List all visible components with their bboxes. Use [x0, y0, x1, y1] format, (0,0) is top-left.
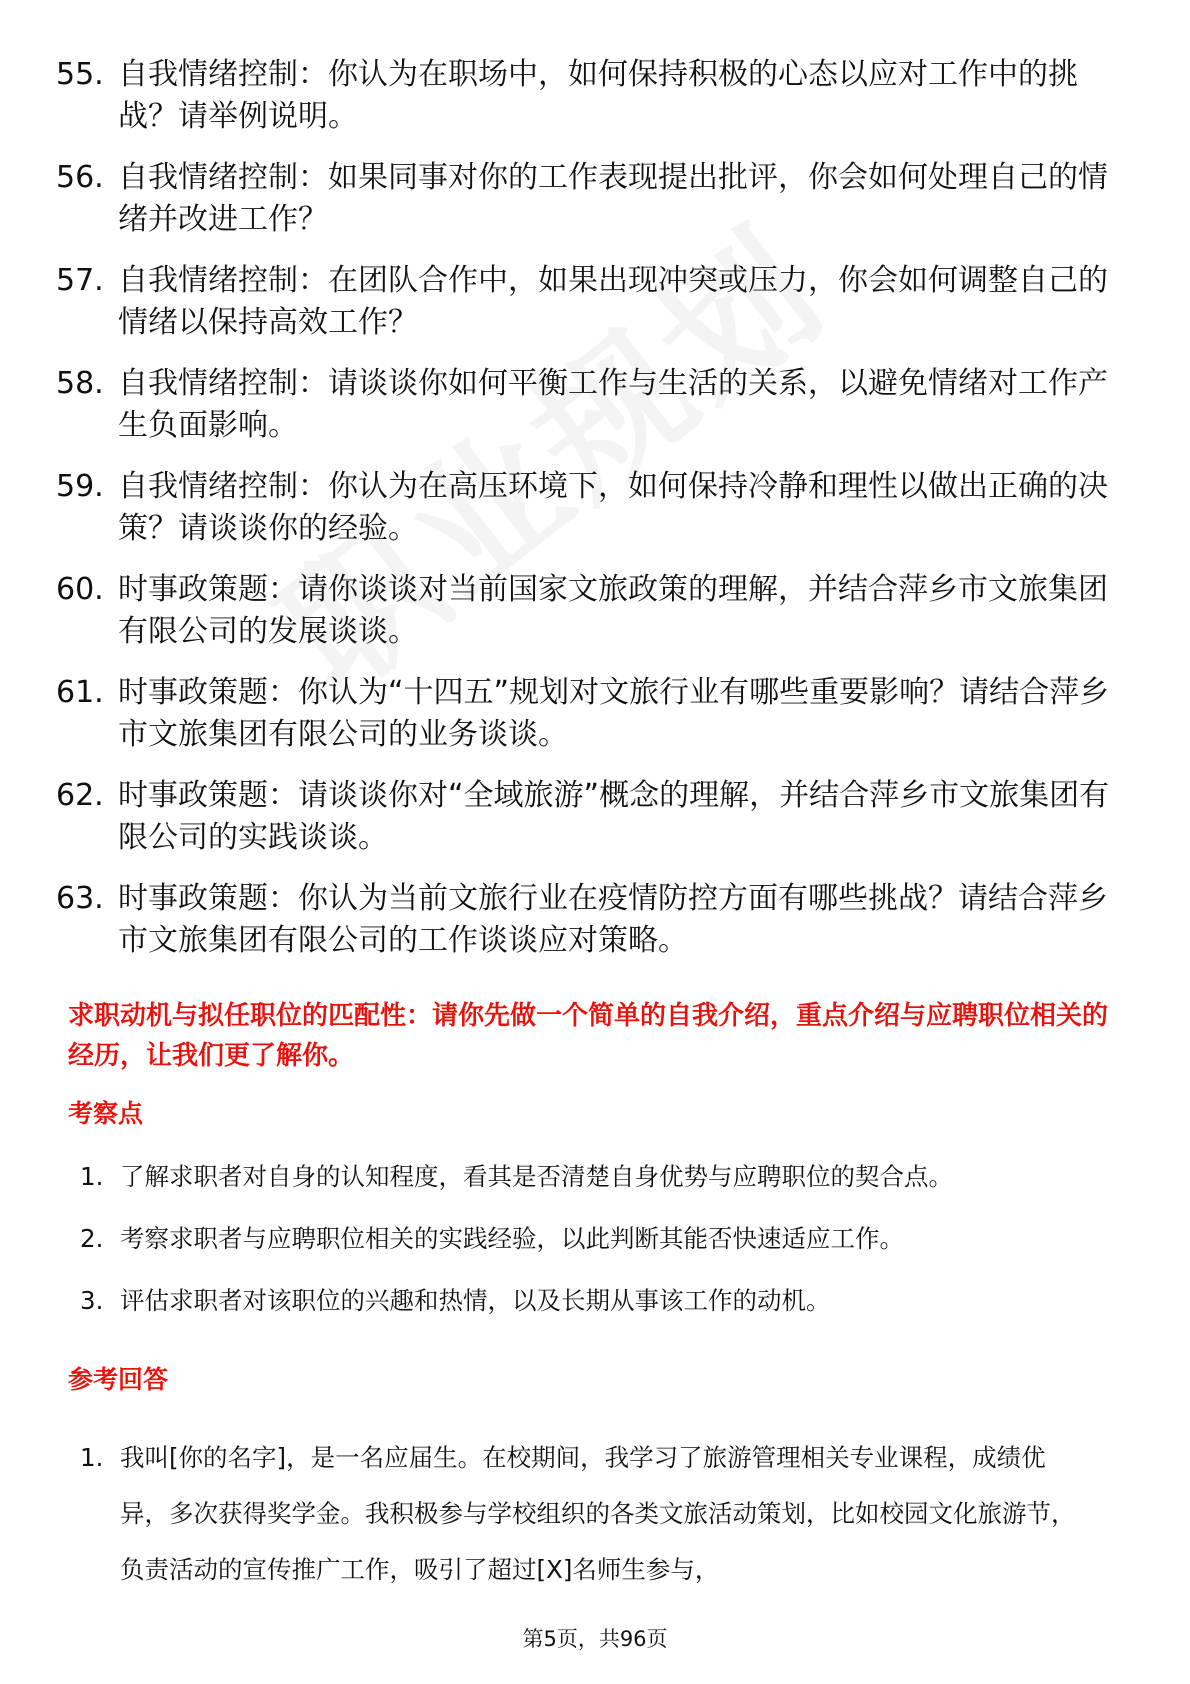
question-item — [56, 363, 1136, 447]
key-points-heading: 考察点 — [68, 1099, 144, 1128]
reference-answer-heading: 参考回答 — [68, 1365, 169, 1394]
key-point-number: 1. — [80, 1162, 104, 1191]
question-number: 63. — [56, 881, 104, 916]
key-point-item — [80, 1160, 1140, 1194]
question-number: 60. — [56, 572, 104, 607]
question-number: 58. — [56, 366, 104, 401]
question-number: 62. — [56, 778, 104, 813]
question-item — [56, 672, 1136, 756]
key-point-item — [80, 1284, 1140, 1318]
question-number: 55. — [56, 57, 104, 92]
key-point-text: 了解求职者对自身的认知程度，看其是否清楚自身优势与应聘职位的契合点。 — [120, 1162, 953, 1191]
question-text: 自我情绪控制：你认为在职场中，如何保持积极的心态以应对工作中的挑战？请举例说明。 — [118, 57, 1078, 134]
question-text: 时事政策题：请谈谈你对“全域旅游”概念的理解，并结合萍乡市文旅集团有限公司的实践谈谈。 — [118, 778, 1110, 855]
reference-answer-item — [80, 1430, 1100, 1598]
question-number: 61. — [56, 675, 104, 710]
reference-answer-number: 1. — [80, 1443, 104, 1472]
question-text: 时事政策题：请你谈谈对当前国家文旅政策的理解，并结合萍乡市文旅集团有限公司的发展谈谈。 — [118, 572, 1108, 649]
question-item — [56, 260, 1136, 344]
question-text: 时事政策题：你认为“十四五”规划对文旅行业有哪些重要影响？请结合萍乡市文旅集团有限公司的业务谈谈。 — [118, 675, 1110, 752]
reference-answer-list — [80, 1430, 1100, 1598]
key-point-item — [80, 1222, 1140, 1256]
key-point-text: 评估求职者对该职位的兴趣和热情，以及长期从事该工作的动机。 — [120, 1286, 831, 1315]
question-list — [56, 54, 1136, 981]
question-text: 时事政策题：你认为当前文旅行业在疫情防控方面有哪些挑战？请结合萍乡市文旅集团有限公司的工作谈谈应对策略。 — [118, 881, 1108, 958]
question-item — [56, 775, 1136, 859]
question-item — [56, 878, 1136, 962]
question-number: 59. — [56, 469, 104, 504]
question-item — [56, 466, 1136, 550]
question-text: 自我情绪控制：在团队合作中，如果出现冲突或压力，你会如何调整自己的情绪以保持高效工作？ — [118, 263, 1108, 340]
question-text: 自我情绪控制：如果同事对你的工作表现提出批评，你会如何处理自己的情绪并改进工作？ — [118, 160, 1108, 237]
key-point-number: 2. — [80, 1224, 104, 1253]
question-item — [56, 569, 1136, 653]
key-point-text: 考察求职者与应聘职位相关的实践经验，以此判断其能否快速适应工作。 — [120, 1224, 904, 1253]
question-text: 自我情绪控制：请谈谈你如何平衡工作与生活的关系，以避免情绪对工作产生负面影响。 — [118, 366, 1108, 443]
reference-answer-text: 我叫[你的名字]，是一名应届生。在校期间，我学习了旅游管理相关专业课程，成绩优异，多次获得奖学金。我积极参与学校组织的各类文旅活动策划，比如校园文化旅游节，负责活动的宣传推广工作，吸引了超过[X]名师生参与， — [120, 1443, 1076, 1584]
question-item — [56, 54, 1136, 138]
page-footer: 第5页，共96页 — [522, 1627, 668, 1651]
section-heading: 求职动机与拟任职位的匹配性：请你先做一个简单的自我介绍，重点介绍与应聘职位相关的经历，让我们更了解你。 — [68, 1001, 1109, 1071]
question-item — [56, 157, 1136, 241]
question-number: 57. — [56, 263, 104, 298]
question-text: 自我情绪控制：你认为在高压环境下，如何保持冷静和理性以做出正确的决策？请谈谈你的经验。 — [118, 469, 1108, 546]
key-points-list — [80, 1160, 1140, 1346]
key-point-number: 3. — [80, 1286, 104, 1315]
question-number: 56. — [56, 160, 104, 195]
